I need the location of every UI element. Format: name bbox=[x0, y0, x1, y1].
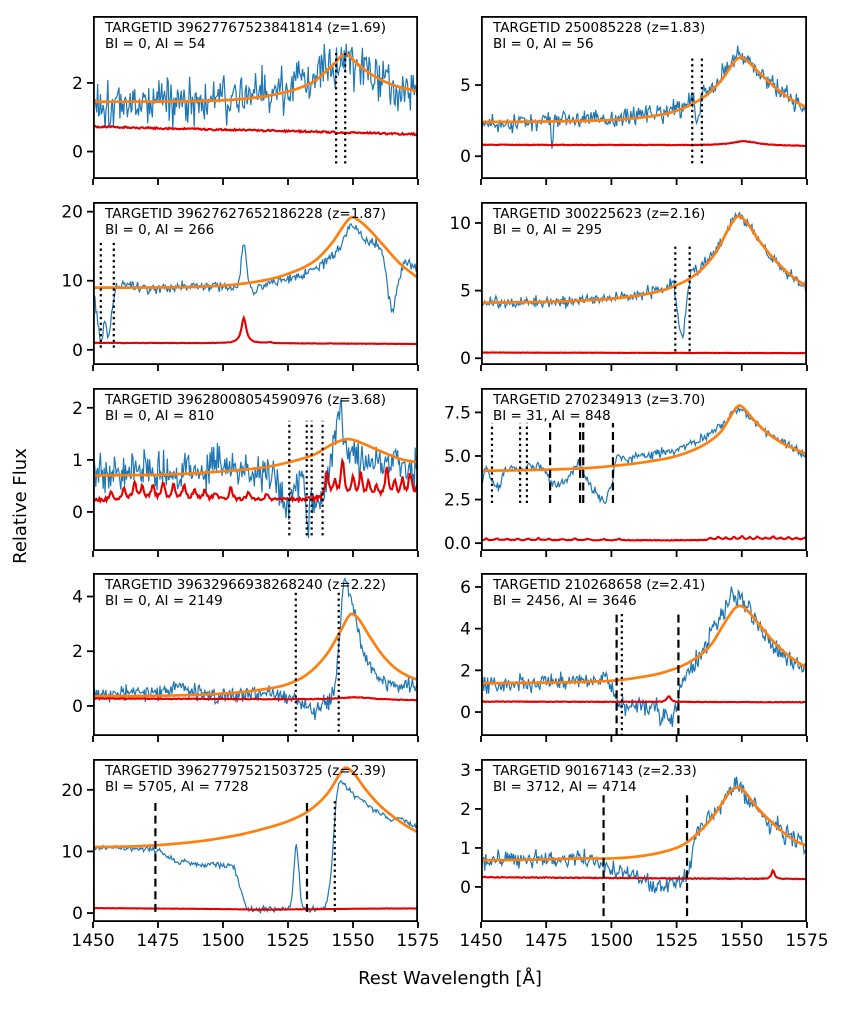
error-line bbox=[93, 908, 418, 910]
x-tick-label: 1450 bbox=[71, 931, 115, 951]
spectrum-panel-9 bbox=[61, 759, 440, 951]
annotation-targetid: TARGETID 210268658 (z=2.41) bbox=[493, 577, 706, 593]
spectrum-panel-8 bbox=[460, 573, 807, 736]
error-line bbox=[481, 696, 807, 702]
x-tick-label: 1475 bbox=[136, 931, 180, 951]
y-tick-label: 2 bbox=[72, 398, 83, 419]
error-line bbox=[93, 318, 418, 344]
y-tick-label: 7.5 bbox=[443, 403, 471, 424]
y-tick-label: 4 bbox=[72, 587, 83, 608]
panel-annotation bbox=[105, 577, 386, 609]
annotation-bi-ai: BI = 0, AI = 56 bbox=[493, 36, 594, 52]
y-tick-label: 1 bbox=[460, 838, 471, 859]
y-tick-label: 20 bbox=[61, 202, 83, 223]
y-tick-label: 2 bbox=[72, 642, 83, 663]
y-tick-label: 0 bbox=[72, 696, 83, 717]
spectrum-panel-3 bbox=[61, 202, 418, 365]
panel-annotation bbox=[105, 20, 386, 52]
y-tick-label: 10 bbox=[449, 213, 471, 234]
model-line bbox=[481, 787, 807, 860]
annotation-targetid: TARGETID 39627767523841814 (z=1.69) bbox=[105, 20, 387, 36]
spectrum-panel-2 bbox=[460, 16, 807, 179]
spectrum-panel-4 bbox=[449, 202, 807, 370]
x-tick-label: 1575 bbox=[785, 931, 829, 951]
annotation-bi-ai: BI = 0, AI = 295 bbox=[493, 222, 603, 238]
y-tick-label: 0 bbox=[72, 142, 83, 163]
annotation-targetid: TARGETID 39628008054590976 (z=3.68) bbox=[105, 392, 387, 408]
x-axis-label: Rest Wavelength [Å] bbox=[358, 968, 542, 989]
x-tick-label: 1525 bbox=[654, 931, 699, 951]
annotation-bi-ai: BI = 0, AI = 810 bbox=[105, 408, 215, 424]
panel-annotation bbox=[105, 392, 386, 424]
x-tick-label: 1450 bbox=[459, 931, 503, 951]
y-tick-label: 0 bbox=[460, 703, 471, 724]
y-tick-label: 2 bbox=[460, 799, 471, 820]
y-tick-label: 6 bbox=[460, 577, 471, 598]
panel-annotation bbox=[493, 20, 705, 52]
annotation-bi-ai: BI = 5705, AI = 7728 bbox=[105, 779, 249, 795]
y-tick-label: 4 bbox=[460, 619, 471, 640]
error-line bbox=[481, 870, 807, 879]
spectrum-panel-6 bbox=[443, 388, 807, 555]
spectrum-panel-10 bbox=[459, 759, 829, 951]
annotation-bi-ai: BI = 0, AI = 266 bbox=[105, 222, 215, 238]
panel-annotation bbox=[493, 763, 697, 795]
annotation-bi-ai: BI = 31, AI = 848 bbox=[493, 408, 611, 424]
spectrum-panel-5 bbox=[72, 388, 418, 551]
y-tick-label: 0 bbox=[72, 340, 83, 361]
y-tick-label: 0 bbox=[460, 147, 471, 168]
error-line bbox=[481, 141, 807, 146]
y-tick-label: 2 bbox=[460, 661, 471, 682]
y-tick-label: 0 bbox=[72, 502, 83, 523]
panel-annotation bbox=[105, 763, 386, 795]
y-tick-label: 0 bbox=[72, 904, 83, 925]
y-tick-label: 10 bbox=[61, 842, 83, 863]
x-tick-label: 1550 bbox=[720, 931, 764, 951]
spectrum-line bbox=[93, 44, 418, 130]
y-tick-label: 5 bbox=[460, 76, 471, 97]
panel-annotation bbox=[493, 206, 705, 238]
annotation-targetid: TARGETID 39627627652186228 (z=1.87) bbox=[105, 206, 387, 222]
y-tick-label: 2.5 bbox=[443, 490, 471, 511]
y-tick-label: 3 bbox=[460, 760, 471, 781]
x-tick-label: 1500 bbox=[589, 931, 634, 951]
annotation-targetid: TARGETID 39632966938268240 (z=2.22) bbox=[105, 577, 387, 593]
y-tick-label: 0.0 bbox=[443, 534, 471, 555]
y-axis-label: Relative Flux bbox=[10, 448, 31, 564]
y-tick-label: 5 bbox=[460, 281, 471, 302]
x-tick-label: 1500 bbox=[201, 931, 245, 951]
x-tick-label: 1475 bbox=[524, 931, 568, 951]
y-tick-label: 0 bbox=[460, 349, 471, 370]
spectrum-line bbox=[481, 46, 807, 149]
y-tick-label: 1 bbox=[72, 450, 83, 471]
spectrum-panel-7 bbox=[72, 573, 418, 736]
error-line bbox=[481, 536, 807, 540]
annotation-targetid: TARGETID 250085228 (z=1.83) bbox=[493, 20, 706, 36]
panel-annotation bbox=[493, 392, 705, 424]
annotation-targetid: TARGETID 300225623 (z=2.16) bbox=[493, 206, 706, 222]
annotation-bi-ai: BI = 3712, AI = 4714 bbox=[493, 779, 637, 795]
error-line bbox=[93, 126, 418, 135]
y-tick-label: 10 bbox=[61, 271, 83, 292]
annotation-targetid: TARGETID 39627797521503725 (z=2.39) bbox=[105, 763, 387, 779]
model-line bbox=[481, 606, 807, 683]
panel-annotation bbox=[105, 206, 386, 238]
panel-annotation bbox=[493, 577, 705, 609]
annotation-bi-ai: BI = 0, AI = 54 bbox=[105, 36, 206, 52]
annotation-bi-ai: BI = 2456, AI = 3646 bbox=[493, 593, 637, 609]
y-tick-label: 2 bbox=[72, 73, 83, 94]
model-line bbox=[93, 614, 418, 696]
y-tick-label: 5.0 bbox=[443, 446, 471, 467]
x-tick-label: 1525 bbox=[266, 931, 310, 951]
x-tick-label: 1575 bbox=[396, 931, 440, 951]
error-line bbox=[481, 352, 807, 353]
annotation-bi-ai: BI = 0, AI = 2149 bbox=[105, 593, 223, 609]
x-tick-label: 1550 bbox=[331, 931, 375, 951]
model-line bbox=[481, 57, 807, 122]
annotation-targetid: TARGETID 270234913 (z=3.70) bbox=[493, 392, 706, 408]
annotation-targetid: TARGETID 90167143 (z=2.33) bbox=[493, 763, 697, 779]
spectrum-panel-1 bbox=[72, 16, 418, 179]
y-tick-label: 0 bbox=[460, 877, 471, 898]
y-tick-label: 20 bbox=[61, 780, 83, 801]
